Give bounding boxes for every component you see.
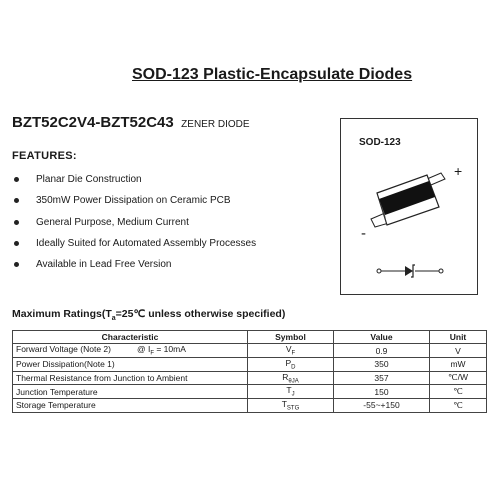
- part-type: ZENER DIODE: [181, 119, 250, 130]
- column-header: Symbol: [248, 331, 334, 344]
- table-row: Forward Voltage (Note 2) @ $I_F = 10mA$ $V_F$ 0.9 V: [13, 344, 487, 358]
- column-header: Unit: [430, 331, 487, 344]
- column-header: Characteristic: [13, 331, 248, 344]
- table-header-row: [13, 331, 487, 344]
- feature-item: Planar Die Construction: [12, 169, 256, 190]
- feature-item: General Purpose, Medium Current: [12, 212, 256, 233]
- bullet-icon: [14, 262, 19, 267]
- plus-sign: +: [454, 163, 463, 179]
- package-drawing-icon: [341, 119, 479, 296]
- table-row: Power Dissipation(Note 1) $P_D$ 350 mW: [13, 357, 487, 371]
- features-heading: FEATURES:: [12, 150, 77, 162]
- table-row: Thermal Resistance from Junction to Ambient $R_{\theta JA}$ 357 ℃/W: [13, 371, 487, 385]
- minus-sign: -: [361, 225, 366, 242]
- maximum-ratings-table: [12, 330, 487, 413]
- bullet-icon: [14, 198, 19, 203]
- column-header: Value: [334, 331, 430, 344]
- bullet-icon: [14, 241, 19, 246]
- package-label: SOD-123: [359, 137, 401, 148]
- part-number: BZT52C2V4-BZT52C43: [12, 114, 174, 131]
- document-title: SOD-123 Plastic-Encapsulate Diodes: [132, 66, 413, 83]
- table-row: Junction Temperature $T_J$ 150 ℃: [13, 385, 487, 399]
- feature-item: Ideally Suited for Automated Assembly Processes: [12, 233, 256, 254]
- feature-item: 350mW Power Dissipation on Ceramic PCB: [12, 190, 256, 211]
- ratings-heading: Maximum $Ratings(T_a=25℃$ unless otherwise specified): [12, 308, 286, 323]
- bullet-icon: [14, 220, 19, 225]
- package-box: [340, 118, 478, 295]
- features-list: [12, 169, 256, 275]
- part-heading: [12, 114, 250, 132]
- bullet-icon: [14, 177, 19, 182]
- feature-item: Available in Lead Free Version: [12, 254, 256, 275]
- table-row: Storage Temperature $T_{STG}$ -55~+150 ℃: [13, 398, 487, 412]
